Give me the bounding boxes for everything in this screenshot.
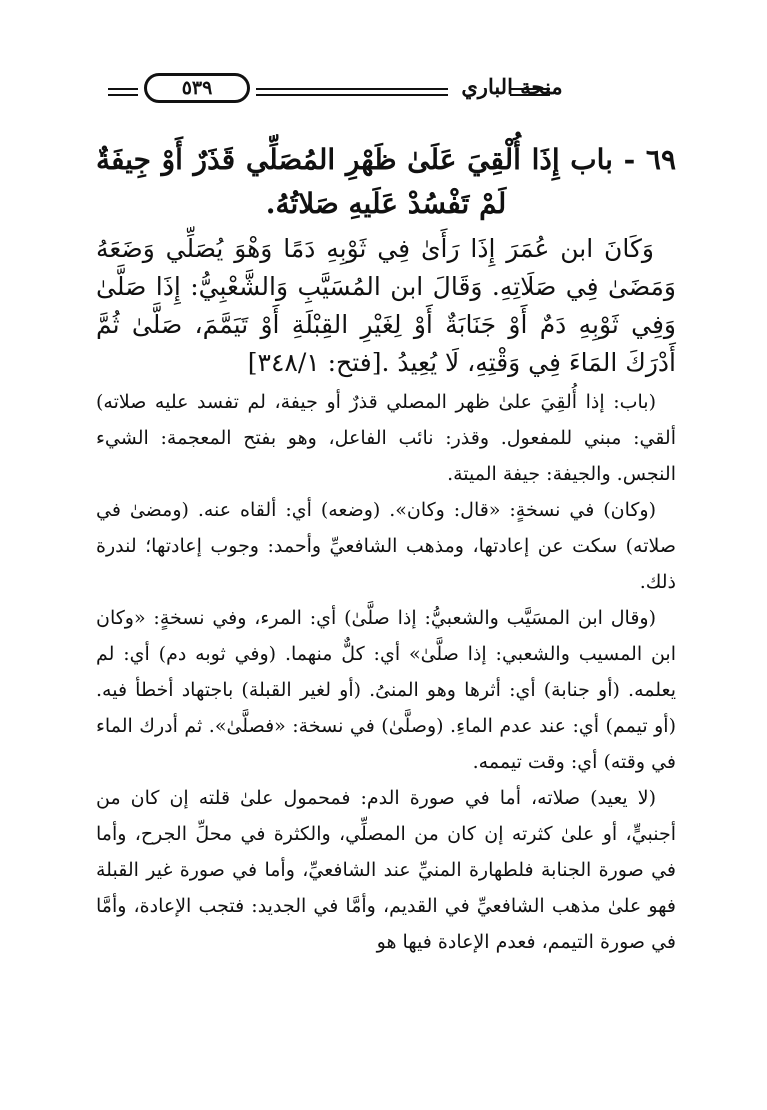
- header-rule-left: [108, 88, 138, 96]
- commentary-paragraph: (وقال ابن المسَيَّب والشعبيُّ: إذا صلَّىٰ) أي: المرء، وفي نسخةٍ: «وكان ابن المسيب والشعبي: إذا صلَّىٰ» أي: كلٌّ منهما. (وفي ثوبه دم) أي: لم يعلمه. (أو جنابة) أي: أثرها وهو المنىُ. (أو لغير القبلة) باجتهاد أخطأ فيه. (أو تيمم) أي: عند عدم الماءِ. (وصلَّىٰ) في نسخة: «فصلَّىٰ». ثم أدرك الماء في وقته) أي: وقت تيممه.: [96, 607, 676, 773]
- hadith-text: وَكَانَ ابن عُمَرَ إِذَا رَأَىٰ فِي ثَوْبِهِ دَمًا وَهْوَ يُصَلِّي وَضَعَهُ وَمَضَىٰ فِي صَلَاتِهِ. وَقَالَ ابن المُسَيَّبِ وَالشَّعْبِيُّ: إِذَا صَلَّىٰ وَفِي ثَوْبِهِ دَمٌ أَوْ جَنَابَةٌ أَوْ لِغَيْرِ القِبْلَةِ أَوْ تَيَمَّمَ، صَلَّىٰ ثُمَّ أَدْرَكَ المَاءَ فِي وَقْتِهِ، لَا يُعِيدُ .[فتح: ٣٤٨/١]: [96, 234, 676, 377]
- header-rule-middle: [256, 88, 448, 96]
- page-number: ٥٣٩: [144, 73, 250, 103]
- commentary-paragraph: (باب: إذا أُلقِيَ علىٰ ظهر المصلي قذرٌ أو جيفة، لم تفسد عليه صلاته) ألقي: مبني للمفعول. وقذر: نائب الفاعل، وهو بفتح المعجمة: الشيء النجس. والجيفة: جيفة الميتة.: [96, 391, 676, 485]
- commentary-paragraph: (لا يعيد) صلاته، أما في صورة الدم: فمحمول علىٰ قلته إن كان من أجنبيٍّ، أو علىٰ كثرته إن كان من المصلِّي، والكثرة في محلِّ الجرح، وأما في صورة الجنابة فلطهارة المنيِّ عند الشافعيِّ، وأما في صورة غير القبلة فهو علىٰ مذهب الشافعيِّ في القديم، وأمَّا في الجديد: فتجب الإعادة، وأمَّا في صورة التيمم، فعدم الإعادة فيها هو: [96, 787, 676, 953]
- commentary-paragraph: (وكان) في نسخةٍ: «قال: وكان». (وضعه) أي: ألقاه عنه. (ومضىٰ في صلاته) سكت عن إعادتها، ومذهب الشافعيِّ وأحمد: وجوب إعادتها؛ لندرة ذلك.: [96, 499, 676, 593]
- page-body: [96, 138, 676, 960]
- chapter-heading: ٦٩ - باب إِذَا أُلْقِيَ عَلَىٰ ظَهْرِ المُصَلِّي قَذَرٌ أَوْ جِيفَةٌ لَمْ تَفْسُدْ عَلَيهِ صَلاتُهُ.: [96, 143, 676, 220]
- running-header: [108, 72, 678, 108]
- book-title: منحة الباري: [461, 74, 563, 99]
